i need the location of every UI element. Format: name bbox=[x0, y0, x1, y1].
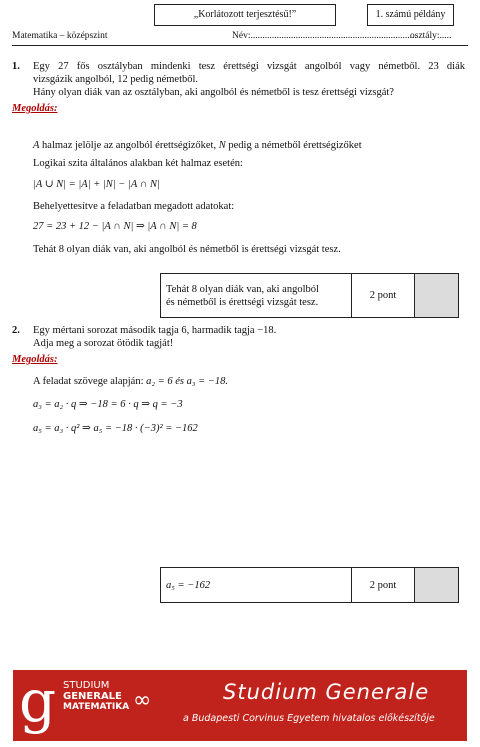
inclusion-exclusion-formula: |A ∪ N| = |A| + |N| − |A ∩ N| bbox=[33, 179, 160, 190]
answer-table-2 bbox=[160, 567, 459, 603]
answer-1-line1: Tehát 8 olyan diák van, aki angolból bbox=[166, 283, 319, 295]
banner-title: Studium Generale bbox=[223, 680, 430, 704]
score-1-cell bbox=[415, 274, 459, 318]
given-terms-formula: a₂ = 6 és a₃ = −18. bbox=[146, 376, 229, 387]
infinity-icon: ∞ bbox=[133, 688, 152, 713]
logo-line1: STUDIUM bbox=[63, 680, 110, 691]
answer-1-line2: és németből is érettségi vizsgát tesz. bbox=[166, 296, 319, 308]
points-2-cell: 2 pont bbox=[352, 568, 415, 603]
ratio-formula: a₃ = a₂ · q ⇒ −18 = 6 · q ⇒ q = −3 bbox=[33, 399, 183, 410]
problem-2-solution-label: Megoldás: bbox=[12, 354, 58, 365]
copy-number-box: 1. számú példány bbox=[367, 4, 454, 26]
solution-1-line3: Behelyettesítve a feladatban megadott adatokat: bbox=[33, 201, 235, 212]
problem-1-solution-label: Megoldás: bbox=[12, 103, 58, 114]
problem-2-text-line2: Adja meg a sorozat ötödik tagját! bbox=[33, 338, 174, 349]
score-2-cell bbox=[415, 568, 459, 603]
studium-generale-logo-icon: g bbox=[19, 667, 57, 735]
substitution-formula: 27 = 23 + 12 − |A ∩ N| ⇒ |A ∩ N| = 8 bbox=[33, 221, 197, 232]
answer-2-cell: a₅ = −162 bbox=[161, 568, 352, 603]
logo-line2: GENERALE bbox=[63, 691, 122, 702]
set-a-symbol: A bbox=[33, 140, 40, 151]
problem-1-question: Hány olyan diák van az osztályban, aki angolból és németből is tesz érettségi vizsgát? bbox=[33, 87, 394, 98]
solution-2-given bbox=[33, 375, 228, 388]
set-n-symbol: N bbox=[218, 140, 226, 151]
problem-2-number: 2. bbox=[12, 325, 20, 336]
restricted-distribution-note: „Korlátozott terjesztésű!” bbox=[154, 4, 336, 26]
problem-1-text-line2: vizsgázik angolból, 12 pedig németből. bbox=[33, 74, 199, 85]
name-field: Név:...................................................................... bbox=[232, 31, 417, 41]
subject-label: Matematika – középszint bbox=[12, 31, 108, 41]
banner-subtitle: a Budapesti Corvinus Egyetem hivatalos előkészítője bbox=[183, 713, 435, 724]
problem-2-text-line1: Egy mértani sorozat második tagja 6, harmadik tagja −18. bbox=[33, 325, 277, 336]
header-rule bbox=[12, 45, 468, 46]
logo-line3: MATEMATIKA bbox=[63, 702, 130, 712]
problem-1-text bbox=[33, 60, 465, 99]
answer-1-cell bbox=[161, 274, 352, 318]
logo-text bbox=[63, 680, 129, 713]
solution-1-line1-mid: halmaz jelölje az angolból érettségizőket, bbox=[39, 140, 219, 151]
problem-1-number: 1. bbox=[12, 61, 20, 72]
solution-1-line1 bbox=[33, 139, 362, 152]
problem-2-text bbox=[33, 324, 276, 350]
answer-table-1 bbox=[160, 273, 459, 318]
fifth-term-formula: a₅ = a₃ · q² ⇒ a₅ = −18 · (−3)² = −162 bbox=[33, 423, 198, 434]
problem-1-text-line1: Egy 27 fős osztályban mindenki tesz érettségi vizsgát angolból vagy németből. 23 diák bbox=[33, 61, 465, 72]
solution-1-conclusion: Tehát 8 olyan diák van, aki angolból és németből is érettségi vizsgát tesz. bbox=[33, 244, 341, 255]
class-field: osztály:..... bbox=[410, 31, 452, 41]
solution-2-given-prefix: A feladat szövege alapján: bbox=[33, 376, 147, 387]
points-1-cell: 2 pont bbox=[352, 274, 415, 318]
solution-1-line2: Logikai szita általános alakban két halmaz esetén: bbox=[33, 158, 243, 169]
studium-generale-banner bbox=[13, 667, 467, 741]
solution-1-line1-end: pedig a németből érettségizőket bbox=[225, 140, 362, 151]
